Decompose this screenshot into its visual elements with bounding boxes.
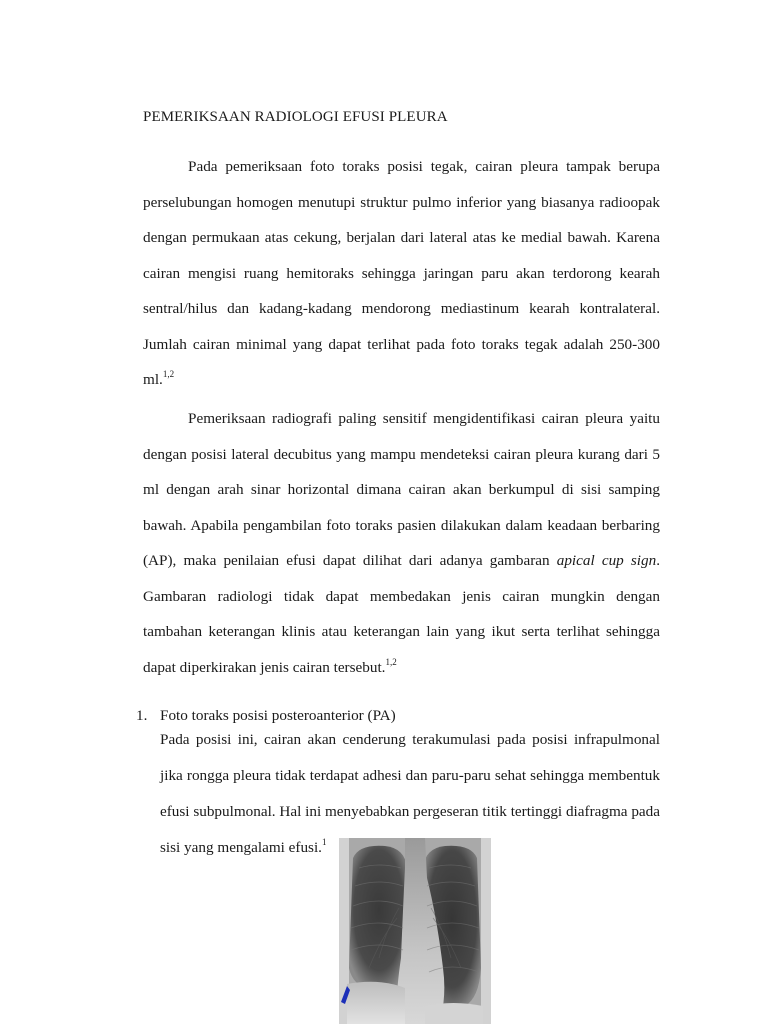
italic-term: apical cup sign [556, 552, 657, 569]
list-heading: Foto toraks posisi posteroanterior (PA) [160, 707, 396, 724]
paragraph-1 [143, 149, 660, 398]
paragraph-2 [143, 401, 660, 685]
chest-xray-image [339, 838, 491, 1024]
list-body-text: Pada posisi ini, cairan akan cenderung terakumulasi pada posisi infrapulmonal jika rongga pleura tidak terdapat adhesi dan paru-paru sehat sehingga membentuk efusi subpulmonal. Hal ini menyebabkan pergeseran titik tertinggi diafragma pada sisi yang mengalami efusi. [160, 731, 660, 856]
paragraph-1-text: Pada pemeriksaan foto toraks posisi tegak, cairan pleura tampak berupa perselubungan homogen menutupi struktur pulmo inferior yang biasanya radioopak dengan permukaan atas cekung, berjalan dari lateral atas ke medial bawah. Karena cairan mengisi ruang hemitoraks sehingga jaringan paru akan terdorong kearah sentral/hilus dan kadang-kadang mendorong mediastinum kearah kontralateral. Jumlah cairan minimal yang dapat terlihat pada foto toraks tegak adalah 250-300 ml. [143, 158, 660, 388]
list-number: 1. [136, 707, 148, 724]
citation-superscript: 1,2 [162, 369, 175, 379]
citation-superscript: 1 [321, 837, 327, 847]
paragraph-2-text-end: . Gambaran radiologi tidak dapat membedakan jenis cairan mungkin dengan tambahan keterangan klinis atau keterangan lain yang ikut serta terlihat sehingga dapat diperkirakan jenis cairan tersebut. [143, 552, 660, 676]
citation-superscript: 1,2 [385, 656, 397, 667]
document-title: PEMERIKSAAN RADIOLOGI EFUSI PLEURA [143, 109, 448, 125]
paragraph-2-text-start: Pemeriksaan radiografi paling sensitif mengidentifikasi cairan pleura yaitu dengan posisi lateral decubitus yang mampu mendeteksi cairan pleura kurang dari 5 ml dengan arah sinar horizontal dimana cairan akan berkumpul di sisi samping bawah. Apabila pengambilan foto toraks pasien dilakukan dalam keadaan berbaring (AP), maka penilaian efusi dapat dilihat dari adanya gambaran [143, 410, 660, 569]
